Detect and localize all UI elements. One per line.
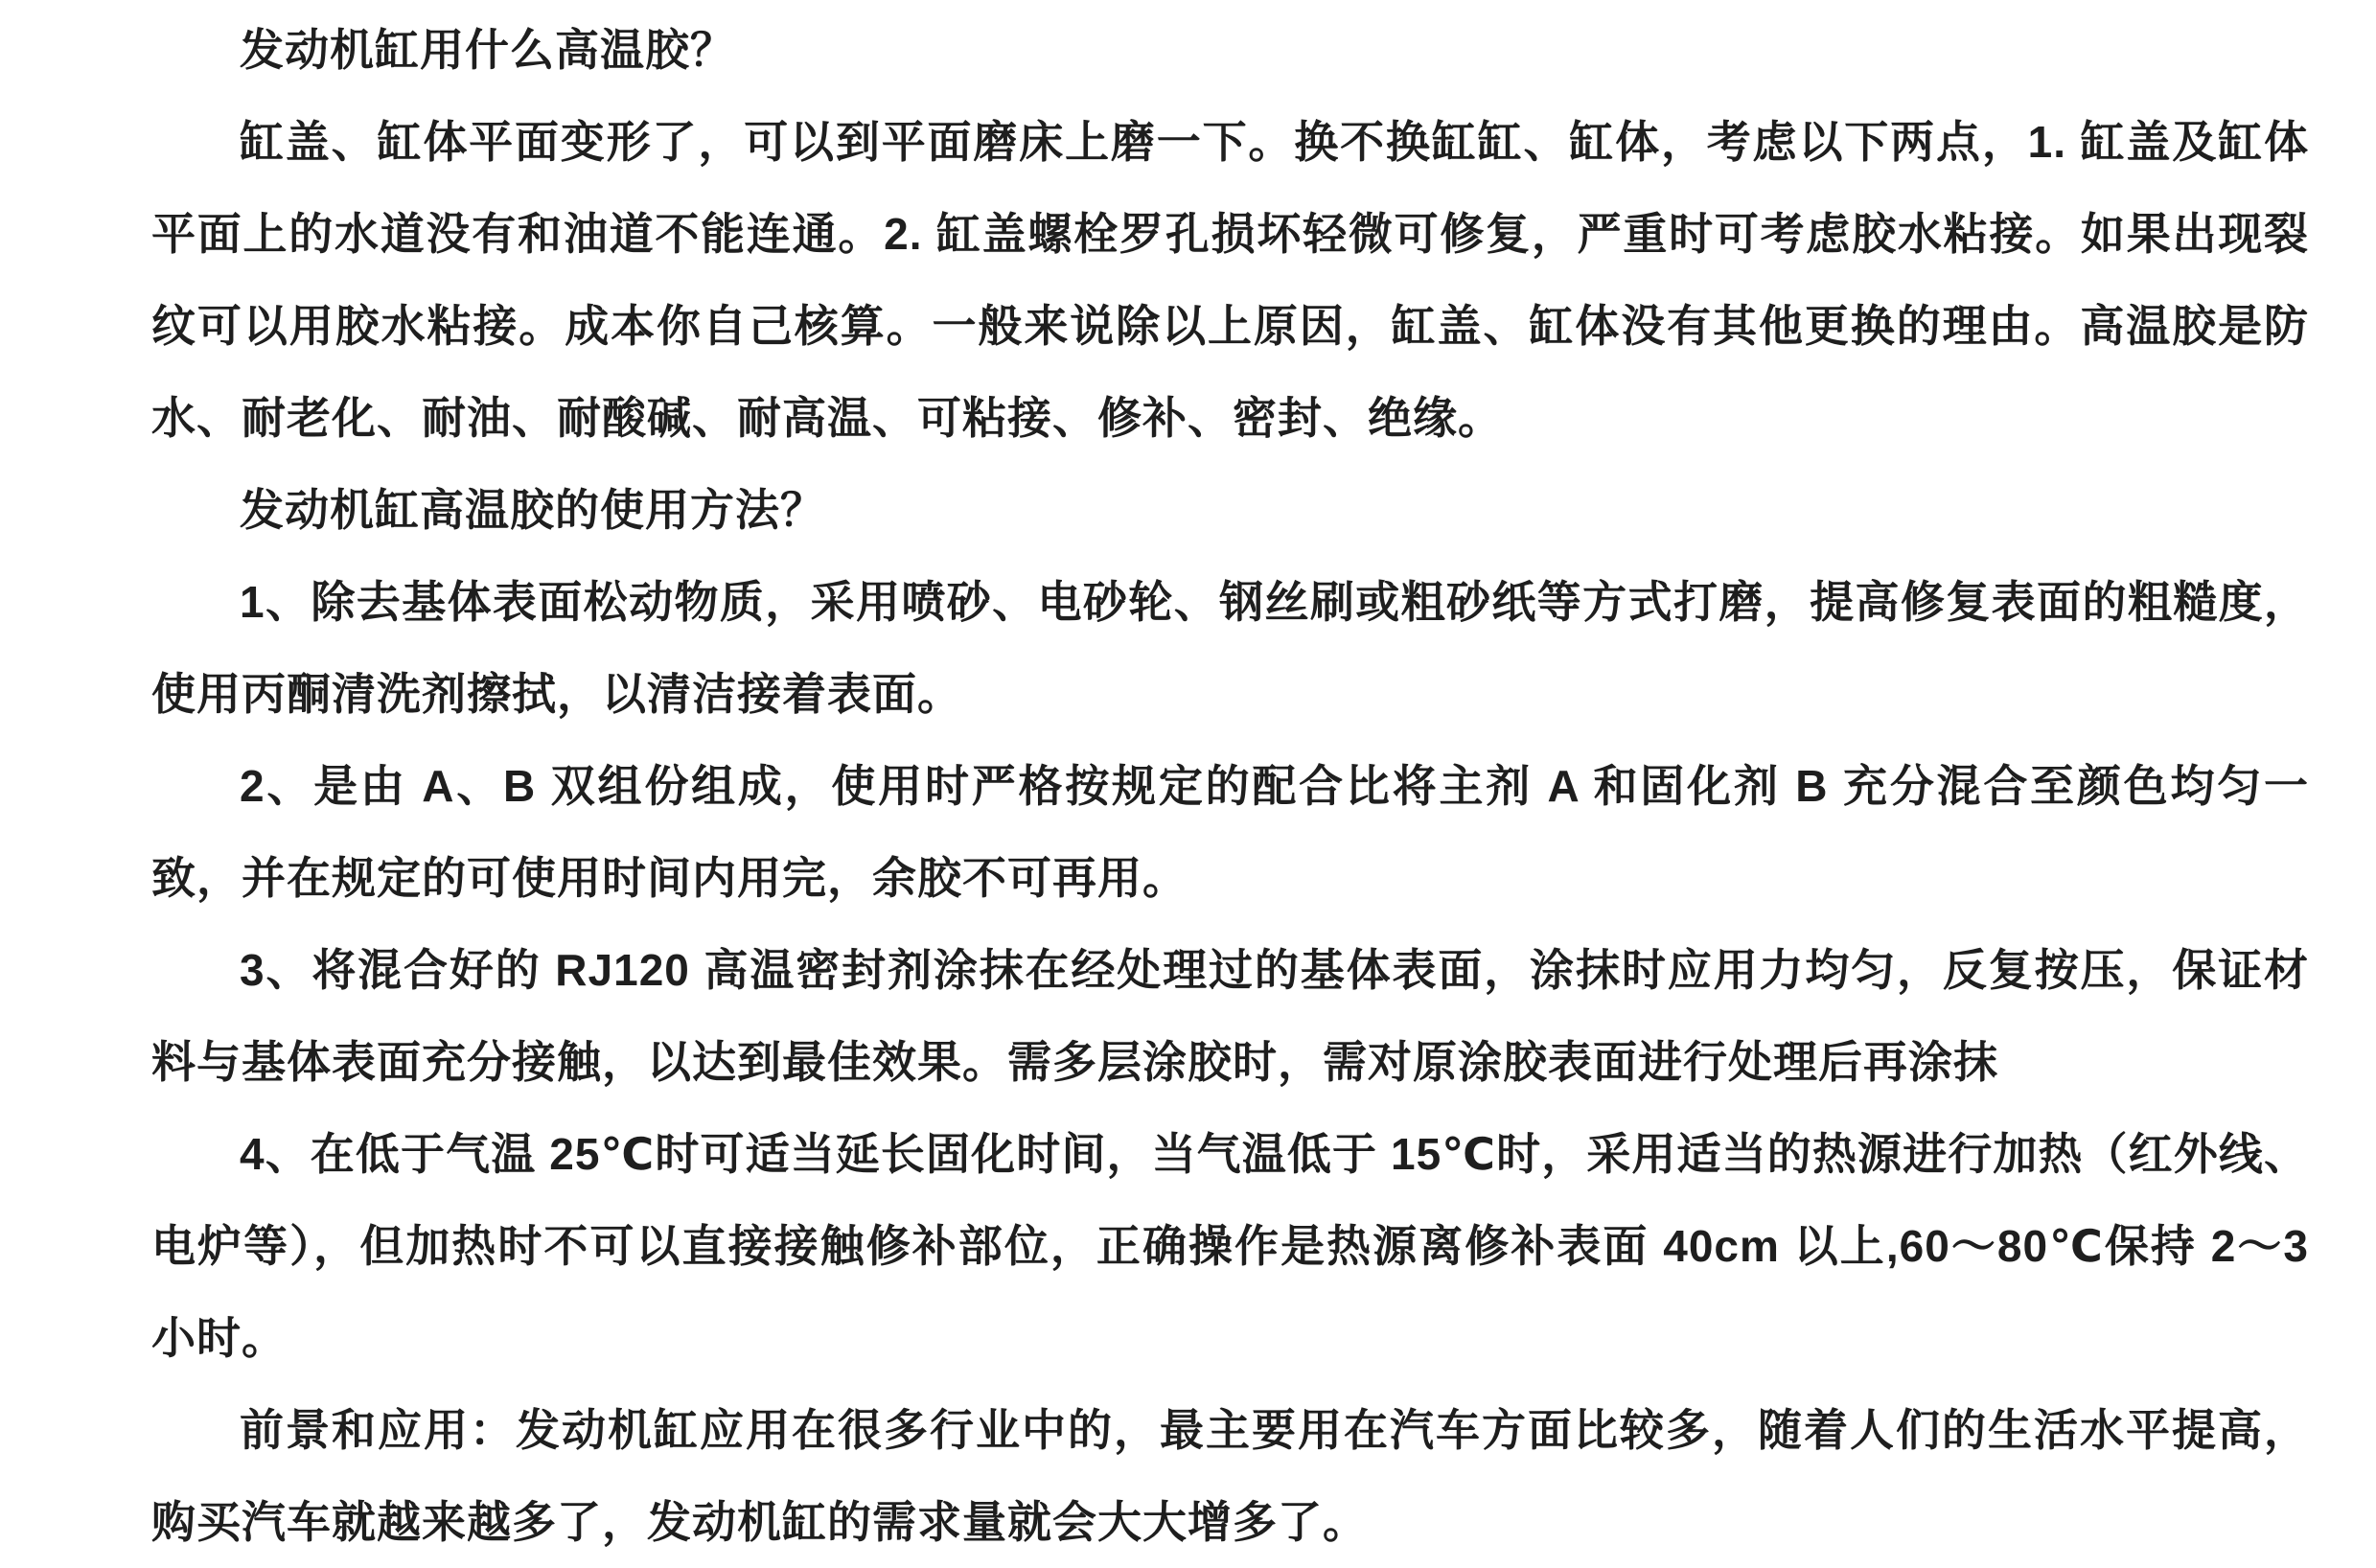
question-heading-what-glue: 发动机缸用什么高温胶？ <box>240 25 735 75</box>
paragraph-step-1-surface-prep: 1、除去基体表面松动物质，采用喷砂、电砂轮、钢丝刷或粗砂纸等方式打磨，提高修复表面的粗糙度，使用丙酮清洗剂擦拭，以清洁接着表面。 <box>151 577 2309 719</box>
paragraph-step-3-application: 3、将混合好的 RJ120 高温密封剂涂抹在经处理过的基体表面，涂抹时应用力均匀，反复按压，保证材料与基体表面充分接触，以达到最佳效果。需多层涂胶时，需对原涂胶表面进行处理后再涂抹 <box>151 945 2309 1087</box>
question-heading-usage-method: 发动机缸高温胶的使用方法？ <box>240 485 825 535</box>
paragraph-step-2-mixing: 2、是由 A、B 双组份组成，使用时严格按规定的配合比将主剂 A 和固化剂 B 充分混合至颜色均匀一致，并在规定的可使用时间内用完，余胶不可再用。 <box>151 761 2309 903</box>
paragraph-cylinder-repair-advice: 缸盖、缸体平面变形了，可以到平面磨床上磨一下。换不换缸缸、缸体，考虑以下两点，1. 缸盖及缸体平面上的水道没有和油道不能连通。2. 缸盖螺栓罗孔损坏轻微可修复，严重时可考虑胶水粘接。如果出现裂纹可以用胶水粘接。成本你自己核算。一般来说除以上原因，缸盖、缸体没有其他更换的理由。高温胶是防水、耐老化、耐油、耐酸碱、耐高温、可粘接、修补、密封、绝缘。 <box>151 117 2309 443</box>
paragraph-prospects-and-applications: 前景和应用：发动机缸应用在很多行业中的，最主要用在汽车方面比较多，随着人们的生活水平提高，购买汽车就越来越多了，发动机缸的需求量就会大大增多了。 <box>151 1405 2309 1547</box>
paragraph-step-4-curing-temperature: 4、在低于气温 25℃时可适当延长固化时间，当气温低于 15℃时，采用适当的热源进行加热（红外线、电炉等），但加热时不可以直接接触修补部位，正确操作是热源离修补表面 40cm 以上,60～80℃保持 2～3 小时。 <box>151 1129 2309 1363</box>
